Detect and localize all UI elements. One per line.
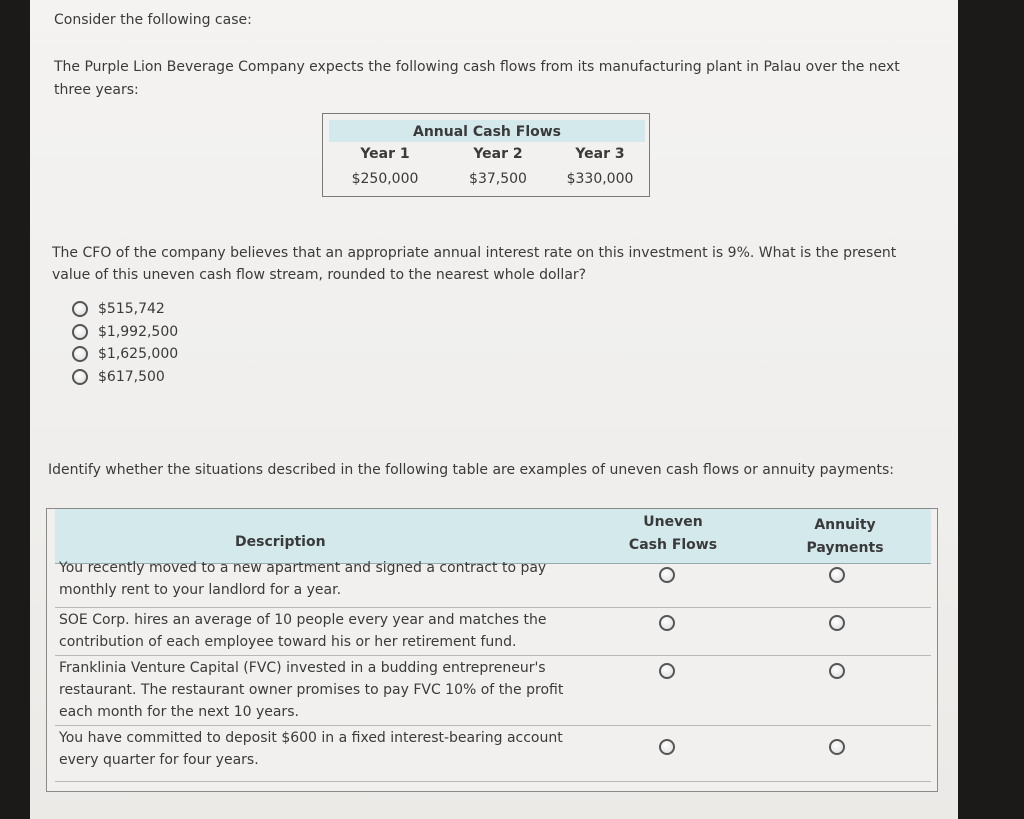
annuity-radio-button[interactable] xyxy=(829,663,845,679)
row-description: You have committed to deposit $600 in a fixed interest-bearing account every quarter for four years. xyxy=(59,730,563,768)
radio-button[interactable] xyxy=(72,346,88,362)
table-row xyxy=(55,555,931,608)
uneven-header-line-2: Cash Flows xyxy=(628,537,718,553)
answer-option-label: $617,500 xyxy=(98,368,165,385)
table-row xyxy=(55,607,931,656)
uneven-header-line-1: Uneven xyxy=(643,514,703,530)
radio-button[interactable] xyxy=(72,301,88,317)
year-3-value: $330,000 xyxy=(566,171,634,187)
cash-flow-table xyxy=(322,113,650,197)
answer-option-label: $1,625,000 xyxy=(98,346,179,363)
answer-option[interactable] xyxy=(72,298,178,321)
row-description: You recently moved to a new apartment and signed a contract to pay monthly rent to your landlord for a year. xyxy=(59,560,547,598)
year-3-label: Year 3 xyxy=(575,146,625,162)
row-description: SOE Corp. hires an average of 10 people every year and matches the contribution of each employee toward his or her retirement fund. xyxy=(59,612,547,650)
question-2-text: The CFO of the company believes that an appropriate annual interest rate on this investment is 9%. What is the present value of this uneven cash flow stream, rounded to the nearest whole dollar? xyxy=(52,245,897,283)
question-3-text: Identify whether the situations described in the following table are examples of uneven cash flows or annuity payments: xyxy=(48,462,894,478)
annuity-radio-button[interactable] xyxy=(829,739,845,755)
question-page xyxy=(30,0,958,819)
radio-button[interactable] xyxy=(72,324,88,340)
uneven-radio-button[interactable] xyxy=(659,567,675,583)
annuity-payments-header xyxy=(795,514,895,560)
answer-option-label: $515,742 xyxy=(98,301,165,318)
year-1-label: Year 1 xyxy=(360,146,410,162)
answer-option[interactable] xyxy=(72,343,178,366)
answer-option-label: $1,992,500 xyxy=(98,323,179,340)
description-header: Description xyxy=(235,534,326,550)
answer-options xyxy=(72,298,178,388)
uneven-radio-button[interactable] xyxy=(659,663,675,679)
radio-button[interactable] xyxy=(72,369,88,385)
year-2-value: $37,500 xyxy=(469,171,527,187)
row-description: Franklinia Venture Capital (FVC) invested in a budding entrepreneur's restaurant. The restaurant owner promises to pay FVC 10% of the profit each month for the next 10 years. xyxy=(59,660,564,720)
annuity-radio-button[interactable] xyxy=(829,615,845,631)
table-row xyxy=(55,655,931,726)
uneven-cash-flows-header xyxy=(623,511,723,557)
answer-option[interactable] xyxy=(72,366,178,389)
cash-flow-table-title: Annual Cash Flows xyxy=(329,120,645,142)
uneven-radio-button[interactable] xyxy=(659,615,675,631)
classification-table xyxy=(46,508,938,792)
year-2-label: Year 2 xyxy=(473,146,523,162)
uneven-radio-button[interactable] xyxy=(659,739,675,755)
annuity-radio-button[interactable] xyxy=(829,567,845,583)
annuity-header-line-1: Annuity xyxy=(814,517,876,533)
intro-text: Consider the following case: xyxy=(54,12,252,28)
year-1-value: $250,000 xyxy=(351,171,419,187)
table-row xyxy=(55,725,931,782)
question-1-text: The Purple Lion Beverage Company expects the following cash flows from its manufacturing plant in Palau over the next three years: xyxy=(54,59,900,98)
answer-option[interactable] xyxy=(72,321,178,344)
annuity-header-line-2: Payments xyxy=(806,540,884,556)
